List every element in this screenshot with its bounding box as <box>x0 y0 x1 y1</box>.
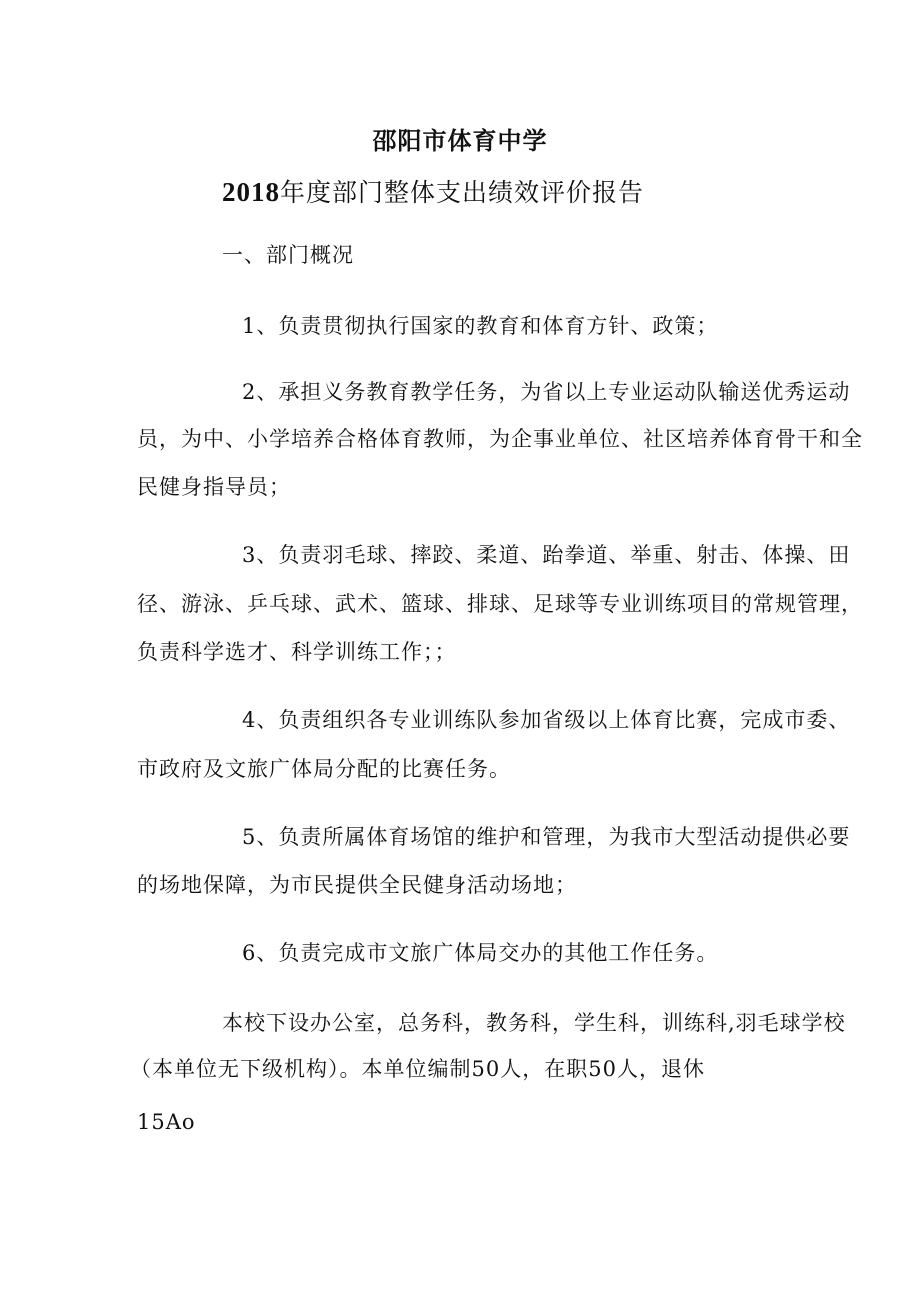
item-2-line-1: 2、承担义务教育教学任务，为省以上专业运动队输送优秀运动 <box>242 380 851 404</box>
section-heading: 一、部门概况 <box>222 243 354 267</box>
item-6-line-1: 6、负责完成市文旅广体局交办的其他工作任务。 <box>242 941 719 965</box>
page-title-report <box>222 175 644 210</box>
page-title-school: 邵阳市体育中学 <box>372 127 548 155</box>
item-2-line-2: 员，为中、小学培养合格体育教师，为企事业单位、社区培养体育骨干和全 <box>137 427 863 451</box>
summary-line-3: 15Ao <box>137 1110 196 1134</box>
item-3-line-3: 负责科学选才、科学训练工作；； <box>137 640 457 664</box>
summary-line-1: 本校下设办公室，总务科，教务科，学生科，训练科,羽毛球学校 <box>222 1011 846 1035</box>
item-2-line-3: 民健身指导员； <box>137 475 291 499</box>
item-5-line-1: 5、负责所属体育场馆的维护和管理，为我市大型活动提供必要 <box>242 825 851 849</box>
item-4-line-1: 4、负责组织各专业训练队参加省级以上体育比赛，完成市委、 <box>242 708 851 732</box>
item-5-line-2: 的场地保障，为市民提供全民健身活动场地； <box>137 873 577 897</box>
report-name: 年度部门整体支出绩效评价报告 <box>280 178 645 207</box>
item-1-line-1: 1、负责贯彻执行国家的教育和体育方针、政策； <box>242 314 719 338</box>
report-year: 2018 <box>222 177 280 207</box>
item-4-line-2: 市政府及文旅广体局分配的比赛任务。 <box>137 757 511 781</box>
item-3-line-1: 3、负责羽毛球、摔跤、柔道、跆拳道、举重、射击、体操、田 <box>242 543 851 567</box>
summary-line-2: （本单位无下级机构）。本单位编制50人，在职50人，退休 <box>130 1057 705 1081</box>
item-3-line-2: 径、游泳、乒乓球、武术、篮球、排球、足球等专业训练项目的常规管理， <box>137 592 863 616</box>
